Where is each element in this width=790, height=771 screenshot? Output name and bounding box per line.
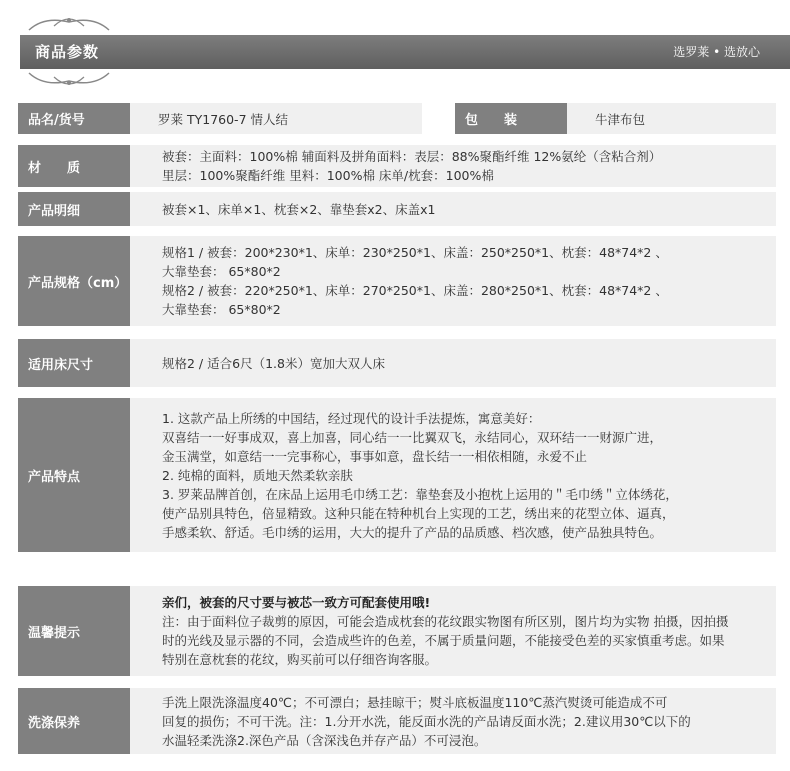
row-package bbox=[455, 103, 776, 134]
text-line: 手洗上限洗涤温度40℃；不可漂白；悬挂晾干；熨斗底板温度110℃蒸汽熨烫可能造成不可 bbox=[162, 694, 668, 710]
text-line: 回复的损伤；不可干洗。注：1.分开水洗，能反面水洗的产品请反面水洗；2.建议用30℃以下的 bbox=[162, 713, 691, 729]
row-value bbox=[148, 398, 764, 552]
row-label: 产品特点 bbox=[18, 398, 130, 552]
section-header bbox=[0, 0, 790, 92]
page-title: 商品参数 bbox=[35, 43, 100, 61]
text-line: 2. 纯棉的面料，质地天然柔软亲肤 bbox=[162, 467, 353, 483]
row-value bbox=[148, 586, 764, 676]
text-line: 注：由于面料位子裁剪的原因，可能会造成枕套的花纹跟实物图有所区别，图片均为实物 拍摄，因拍摄 bbox=[162, 614, 729, 629]
row-detail bbox=[18, 192, 776, 226]
scroll-ornament-icon bbox=[24, 69, 114, 91]
row-value bbox=[148, 339, 764, 387]
text-line: 特别在意枕套的花纹，购买前可以仔细咨询客服。 bbox=[162, 652, 438, 667]
text-line: 双喜结一一好事成双，喜上加喜，同心结一一比翼双飞，永结同心，双环结一一财源广进， bbox=[162, 429, 663, 445]
row-value bbox=[148, 192, 764, 226]
row-features bbox=[18, 398, 776, 552]
row-product-name bbox=[18, 103, 422, 134]
row-label: 产品明细 bbox=[18, 192, 130, 226]
text-line: 规格2 / 被套：220*250*1、床单：270*250*1、床盖：280*250*1、枕套：48*74*2 、 bbox=[162, 283, 668, 298]
text-line: 3. 罗莱品牌首创，在床品上运用毛巾绣工艺：靠垫套及小抱枕上运用的＂毛巾绣＂立体绣花， bbox=[162, 486, 678, 502]
text-line: 里层：100%聚酯纤维 里料：100%棉 床单/枕套：100%棉 bbox=[162, 168, 494, 183]
row-material bbox=[18, 145, 776, 187]
row-label: 产品规格（cm） bbox=[18, 236, 130, 326]
row-bed-size bbox=[18, 339, 776, 387]
scroll-ornament-icon bbox=[24, 12, 114, 34]
tips-headline: 亲们，被套的尺寸要与被芯一致方可配套使用哦! bbox=[162, 595, 431, 610]
row-label: 洗涤保养 bbox=[18, 688, 130, 754]
row-tips bbox=[18, 586, 776, 676]
row-value: 罗莱 TY1760-7 情人结 bbox=[158, 111, 288, 127]
row-label: 包 装 bbox=[455, 103, 567, 134]
text-line: 水温轻柔洗涤2.深色产品（含深浅色并存产品）不可浸泡。 bbox=[162, 732, 487, 748]
row-label: 适用床尺寸 bbox=[18, 339, 130, 387]
text-line: 大靠垫套： 65*80*2 bbox=[162, 302, 281, 317]
row-care bbox=[18, 688, 776, 754]
text-line: 手感柔软、舒适。毛巾绣的运用，大大的提升了产品的品质感、档次感，使产品独具特色。 bbox=[162, 524, 663, 540]
row-label: 品名/货号 bbox=[18, 103, 130, 134]
row-value bbox=[148, 688, 764, 754]
text-line: 时的光线及显示器的不同，会造成些许的色差，不属于质量问题，不能接受色差的买家慎重考虑。如果 bbox=[162, 633, 725, 648]
text-line: 1. 这款产品上所绣的中国结，经过现代的设计手法提炼，寓意美好： bbox=[162, 410, 541, 426]
row-value bbox=[148, 145, 764, 187]
row-spec bbox=[18, 236, 776, 326]
text-line: 规格1 / 被套：200*230*1、床单：230*250*1、床盖：250*250*1、枕套：48*74*2 、 bbox=[162, 245, 668, 260]
text-line: 使产品别具特色，倍显精致。这种只能在特种机台上实现的工艺，绣出来的花型立体、逼真， bbox=[162, 505, 675, 521]
row-label: 材 质 bbox=[18, 145, 130, 187]
text-line: 大靠垫套： 65*80*2 bbox=[162, 264, 281, 279]
text-line: 被套×1、床单×1、枕套×2、靠垫套x2、床盖x1 bbox=[162, 201, 436, 217]
row-label: 温馨提示 bbox=[18, 586, 130, 676]
header-slogan: 选罗莱 • 选放心 bbox=[673, 45, 760, 59]
row-value: 牛津布包 bbox=[595, 111, 646, 127]
text-line: 被套：主面料：100%棉 辅面料及拼角面料：表层：88%聚酯纤维 12%氨纶（含粘合剂） bbox=[162, 149, 662, 164]
text-line: 金玉满堂，如意结一一完事称心，事事如意，盘长结一一相依相随，永爱不止 bbox=[162, 448, 588, 464]
row-value bbox=[148, 236, 764, 326]
text-line: 规格2 / 适合6尺（1.8米）宽加大双人床 bbox=[162, 355, 385, 371]
